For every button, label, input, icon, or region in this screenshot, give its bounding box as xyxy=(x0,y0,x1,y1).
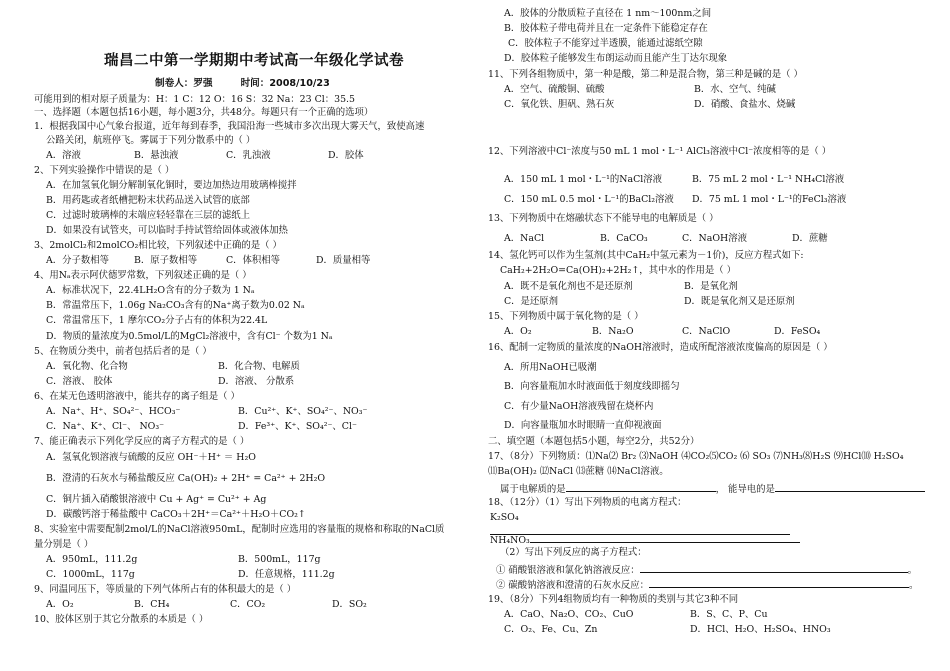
exam-subtitle xyxy=(155,78,415,90)
q2-option-c: C．过滤时玻璃棒的末端应轻轻靠在三层的滤纸上 xyxy=(46,210,251,221)
q5-option-c: C．溶液、 胶体 xyxy=(46,376,113,387)
q11-option-d: D．硝酸、食盐水、烧碱 xyxy=(694,99,796,110)
q6-stem: 6、在某无色透明溶液中，能共存的离子组是（ ） xyxy=(34,391,240,402)
q3-stem: 3、2molCl₂和2molCO₂相比较，下列叙述中正确的是（ ） xyxy=(34,240,282,251)
q8-option-c: C．1000mL，117g xyxy=(46,569,135,580)
q1-option-b: B．悬浊液 xyxy=(134,150,179,161)
q13-option-a: A．NaCl xyxy=(504,233,545,244)
q8-option-b: B．500mL，117g xyxy=(238,554,321,565)
q4-stem: 4、用Nₐ表示阿伏德罗常数，下列叙述正确的是（ ） xyxy=(34,270,252,281)
q5-option-d: D．溶液、 分散系 xyxy=(218,376,295,387)
q17-stem-line2: ⑾Ba(OH)₂ ⑿NaCl ⒀蔗糖 ⒁NaCl溶液。 xyxy=(488,466,669,477)
q7-option-b: B．澄清的石灰水与稀盐酸反应 Ca(OH)₂ + 2H⁺ = Ca²⁺ + 2H₂O xyxy=(46,473,326,484)
q1-stem-line2: 公路关闭，航班停飞。雾属于下列分散系中的（ ） xyxy=(46,135,256,146)
q7-option-c: C．铜片插入硝酸银溶液中 Cu + Ag⁺ = Cu²⁺ + Ag xyxy=(46,494,267,505)
q12-option-a: A．150 mL 1 mol・L⁻¹的NaCl溶液 xyxy=(504,174,662,185)
q8-option-a: A．950mL，111.2g xyxy=(46,554,138,565)
q3-option-a: A．分子数相等 xyxy=(46,255,110,266)
q14-option-b: B．是氧化剂 xyxy=(684,281,738,292)
q4-option-d: D．物质的量浓度为0.5mol/L的MgCl₂溶液中，含有Cl⁻ 个数为1 Nₐ xyxy=(46,331,333,342)
q16-option-d: D．向容量瓶加水时眼睛一直仰视液面 xyxy=(504,420,662,431)
q13-option-c: C．NaOH溶液 xyxy=(682,233,747,244)
q2-option-a: A．在加氢氧化铜分解制氧化铜时，要边加热边用玻璃棒搅拌 xyxy=(46,180,297,191)
q14-option-c: C．是还原剂 xyxy=(504,296,559,307)
q11-stem: 11、下列各组物质中，第一种是酸，第二种是混合物，第三种是碱的是（ ） xyxy=(488,69,803,80)
q17-electrolyte-label: 属于电解质的是 xyxy=(500,484,566,495)
q19-stem: 19、（8分）下列4组物质均有一种物质的类别与其它3种不同 xyxy=(488,594,739,605)
atomic-masses: 可能用到的相对原子质量为：H：1 C：12 O：16 S：32 Na：23 Cl：35.5 xyxy=(34,94,356,105)
q9-option-b: B．CH₄ xyxy=(134,599,170,610)
q7-stem: 7、能正确表示下列化学反应的离子方程式的是（ ） xyxy=(34,436,250,447)
q12-option-d: D．75 mL 1 mol・L⁻¹的FeCl₃溶液 xyxy=(692,194,847,205)
exam-title: 瑞昌二中第一学期期中考试高一年级化学试卷 xyxy=(104,53,404,69)
q16-stem: 16、配制一定物质的量浓度的NaOH溶液时，造成所配溶液浓度偏高的原因是（ ） xyxy=(488,342,833,353)
section-2-heading: 二、填空题（本题包括5小题，每空2分，共52分） xyxy=(488,436,700,447)
q18-item-2 xyxy=(490,532,800,547)
q10-option-c: C．胶体粒子不能穿过半透膜，能通过滤纸空隙 xyxy=(508,38,703,49)
q3-option-b: B．原子数相等 xyxy=(134,255,198,266)
q18-item-2-blank[interactable] xyxy=(530,532,800,543)
q10-option-d: D．胶体粒子能够发生布朗运动而且能产生丁达尔现象 xyxy=(504,53,728,64)
q6-option-d: D．Fe³⁺、K⁺、SO₄²⁻、Cl⁻ xyxy=(238,421,357,432)
q14-option-a: A．既不是氧化剂也不是还原剂 xyxy=(504,281,633,292)
q6-option-b: B．Cu²⁺、K⁺、SO₄²⁻、NO₃⁻ xyxy=(238,406,368,417)
q18-reaction-1-label: ① 硝酸银溶液和氯化钠溶液反应： xyxy=(496,565,640,576)
q2-option-d: D．如果没有试管夹，可以临时手持试管给固体或液体加热 xyxy=(46,225,288,236)
q4-option-c: C．常温常压下，1 摩尔CO₂分子占有的体积为22.4L xyxy=(46,315,268,326)
q1-option-a: A．溶液 xyxy=(46,150,81,161)
q6-option-c: C．Na⁺、K⁺、Cl⁻、 NO₃⁻ xyxy=(46,421,165,432)
q8-stem-line1: 8、实验室中需要配制2mol/L的NaCl溶液950mL，配制时应选用的容量瓶的规格和称取的NaCl质 xyxy=(34,524,445,535)
q10-option-a: A．胶体的分散质粒子直径在 1 nm～100nm之间 xyxy=(504,8,712,19)
q12-option-c: C．150 mL 0.5 mol・L⁻¹的BaCl₂溶液 xyxy=(504,194,674,205)
q7-option-a: A．氢氧化钡溶液与硫酸的反应 OH⁻＋H⁺ ＝ H₂O xyxy=(46,452,256,463)
q3-option-d: D．质量相等 xyxy=(316,255,371,266)
section-1-heading: 一、选择题（本题包括16小题，每小题3分，共48分。每题只有一个正确的选项） xyxy=(34,107,374,118)
q16-option-a: A．所用NaOH已吸潮 xyxy=(504,362,597,373)
time-label: 时间：2008/10/23 xyxy=(240,78,330,89)
q15-option-b: B．Na₂O xyxy=(592,326,634,337)
q4-option-a: A．标准状况下，22.4LH₂O含有的分子数为 1 Nₐ xyxy=(46,285,255,296)
q18-sub2-heading: （2）写出下列反应的离子方程式： xyxy=(500,547,647,558)
q5-option-a: A．氧化物、化合物 xyxy=(46,361,128,372)
q13-option-b: B．CaCO₃ xyxy=(600,233,648,244)
q17-conductive-label: ， 能导电的是 xyxy=(715,484,775,495)
q5-option-b: B．化合物、电解质 xyxy=(218,361,300,372)
q18-item-2-label: NH₄NO₃ xyxy=(490,535,530,546)
q11-option-c: C．氧化铁、胆矾、熟石灰 xyxy=(504,99,615,110)
q7-option-d: D．碳酸钙溶于稀盐酸中 CaCO₃＋2H⁺＝Ca²⁺＋H₂O＋CO₂↑ xyxy=(46,509,306,520)
q16-option-c: C．有少量NaOH溶液残留在烧杯内 xyxy=(504,401,654,412)
q19-option-d: D．HCl、H₂O、H₂SO₄、HNO₃ xyxy=(690,624,831,635)
q3-option-c: C．体积相等 xyxy=(226,255,281,266)
q10-stem: 10、胶体区别于其它分散系的本质是（ ） xyxy=(34,614,209,625)
q18-item-1-label: K₂SO₄ xyxy=(490,512,519,523)
q12-option-b: B．75 mL 2 mol・L⁻¹ NH₄Cl溶液 xyxy=(692,174,845,185)
q16-option-b: B．向容量瓶加水时液面低于刻度线即摇匀 xyxy=(504,381,680,392)
q9-option-d: D．SO₂ xyxy=(332,599,367,610)
q13-stem: 13、下列物质中在熔融状态下不能导电的电解质是（ ） xyxy=(488,213,719,224)
q15-option-c: C．NaClO xyxy=(682,326,731,337)
q11-option-b: B．水、空气、纯碱 xyxy=(694,84,776,95)
q9-stem: 9、同温同压下，等质量的下列气体所占有的体积最大的是（ ） xyxy=(34,584,297,595)
q18-reaction-2-blank[interactable] xyxy=(649,577,909,588)
q18-stem: 18、（12分）（1）写出下列物质的电离方程式： xyxy=(488,497,687,508)
q8-stem-line2: 量分别是（ ） xyxy=(34,539,94,550)
q5-stem: 5、在物质分类中，前者包括后者的是（ ） xyxy=(34,346,212,357)
q15-option-d: D．FeSO₄ xyxy=(774,326,821,337)
q15-stem: 15、下列物质中属于氧化物的是（ ） xyxy=(488,311,644,322)
q15-option-a: A．O₂ xyxy=(504,326,532,337)
q18-reaction-2-label: ② 碳酸钠溶液和澄清的石灰水反应： xyxy=(496,580,649,591)
q8-option-d: D．任意规格，111.2g xyxy=(238,569,335,580)
q10-option-b: B．胶体粒子带电荷并且在一定条件下能稳定存在 xyxy=(504,23,708,34)
q4-option-b: B．常温常压下，1.06g Na₂CO₃含有的Na⁺离子数为0.02 Nₐ xyxy=(46,300,305,311)
q17-fill-line xyxy=(500,481,925,496)
q14-stem-line1: 14、氢化钙可以作为生氢剂(其中CaH₂中氢元素为－1价)，反应方程式如下: xyxy=(488,250,804,261)
q18-reaction-2: ② 碳酸钠溶液和澄清的石灰水反应： 。 xyxy=(496,577,918,592)
q1-option-d: D．胶体 xyxy=(328,150,364,161)
q14-option-d: D．既是氧化剂又是还原剂 xyxy=(684,296,795,307)
q18-reaction-1-blank[interactable] xyxy=(640,562,908,573)
q2-option-b: B．用药匙或者纸槽把粉末状药品送入试管的底部 xyxy=(46,195,250,206)
q1-option-c: C．乳浊液 xyxy=(226,150,271,161)
q17-electrolyte-blank[interactable] xyxy=(566,481,716,492)
q2-stem: 2、下列实验操作中错误的是（ ） xyxy=(34,165,175,176)
q19-option-c: C．O₂、Fe、Cu、Zn xyxy=(504,624,598,635)
q17-conductive-blank[interactable] xyxy=(775,481,925,492)
q6-option-a: A．Na⁺、H⁺、SO₄²⁻、HCO₃⁻ xyxy=(46,406,181,417)
q12-stem: 12、下列溶液中Cl⁻浓度与50 mL 1 mol・L⁻¹ AlCl₃溶液中Cl⁻浓度相等的是（ ） xyxy=(488,146,832,157)
q19-option-b: B．S、C、P、Cu xyxy=(690,609,768,620)
q9-option-c: C．CO₂ xyxy=(230,599,266,610)
q11-option-a: A．空气、硫酸铜、硫酸 xyxy=(504,84,605,95)
q13-option-d: D．蔗糖 xyxy=(792,233,828,244)
q14-stem-line2: CaH₂+2H₂O=Ca(OH)₂+2H₂↑，其中水的作用是（ ） xyxy=(500,265,737,276)
q9-option-a: A．O₂ xyxy=(46,599,74,610)
q19-option-a: A．CaO、Na₂O、CO₂、CuO xyxy=(504,609,634,620)
q1-stem-line1: 1．根据我国中心气象台报道，近年每到春季，我国沿海一些城市多次出现大雾天气，致使高速 xyxy=(34,121,425,132)
author-label: 制卷人：罗强 xyxy=(155,78,213,89)
q17-stem-line1: 17、（8分）下列物质：⑴Na⑵ Br₂ ⑶NaOH ⑷CO₂⑸CO₂ ⑹ SO₃ ⑺NH₃⑻H₂S ⑼HCl⑽ H₂SO₄ xyxy=(488,451,904,462)
q18-reaction-1: ① 硝酸银溶液和氯化钠溶液反应： 。 xyxy=(496,562,917,577)
